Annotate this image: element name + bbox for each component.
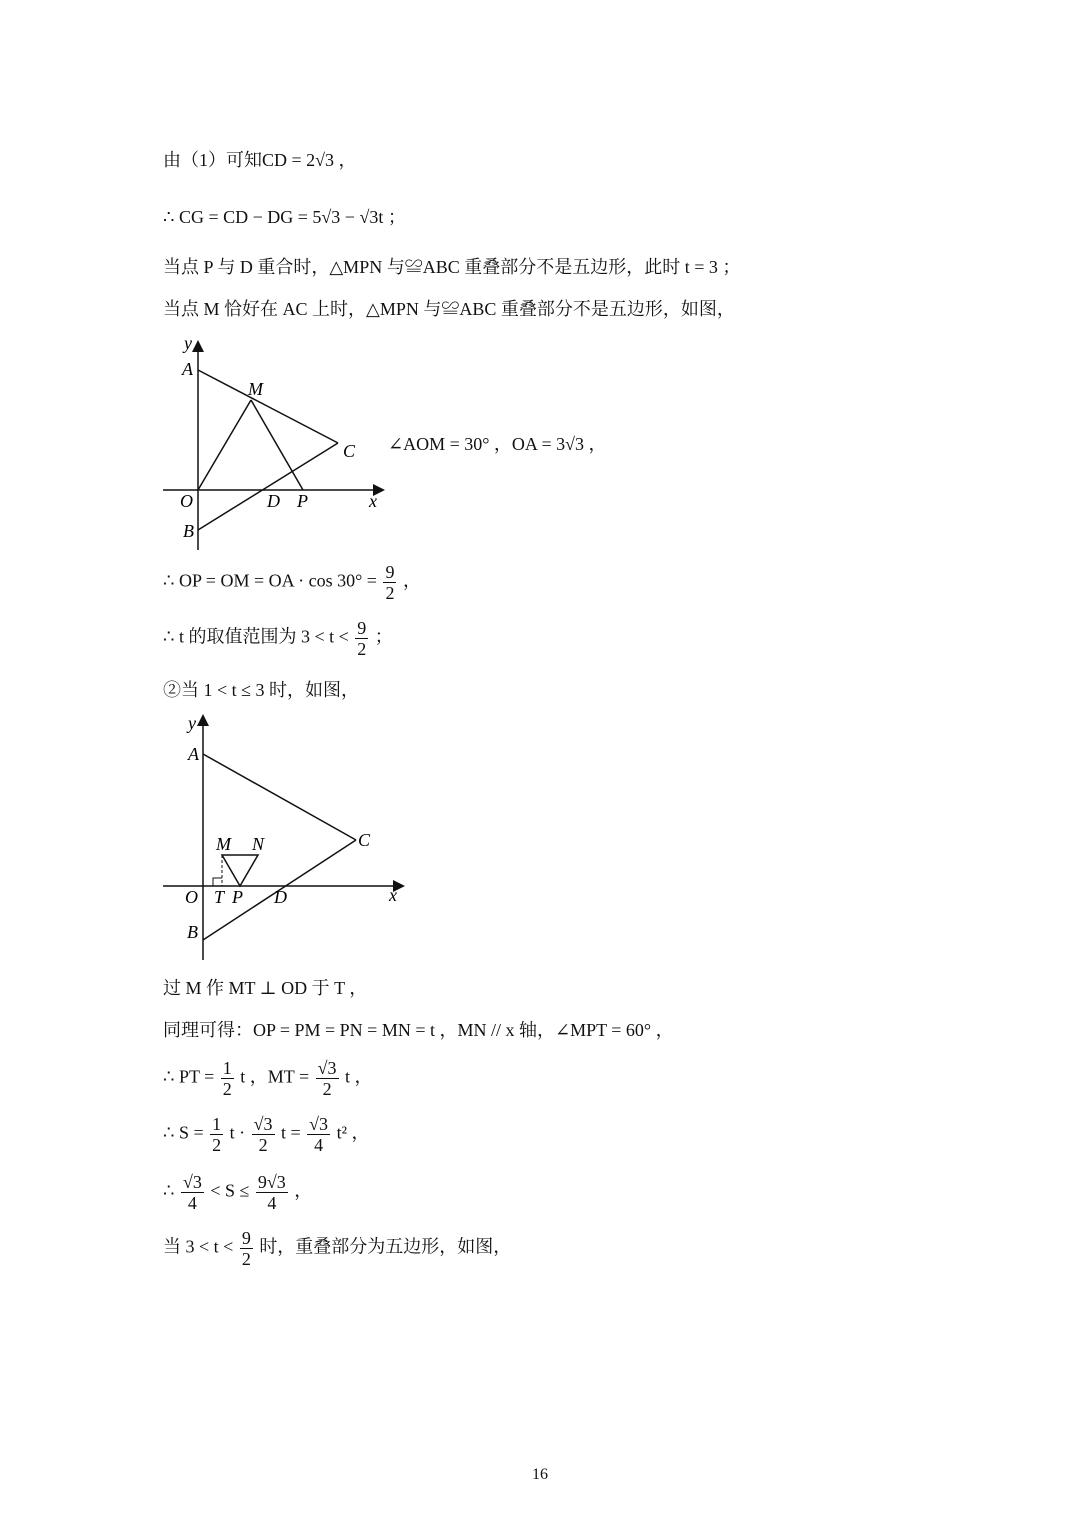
segment-mp xyxy=(251,400,303,490)
label-y: y xyxy=(188,713,196,733)
label-b: B xyxy=(183,521,194,541)
label-y: y xyxy=(184,333,192,353)
label-a: A xyxy=(188,744,199,764)
segment-cb xyxy=(198,443,338,530)
label-m: M xyxy=(216,834,231,854)
line-cg-expression: ∴ CG = CD − DG = 5√3 − √3t ； xyxy=(163,207,406,227)
figure-2-diagram xyxy=(160,712,410,967)
line-similarly: 同理可得：OP = PM = PN = MN = t ，MN // x 轴，∠MPT = 60° ， xyxy=(163,1020,674,1040)
segment-om xyxy=(198,400,251,490)
label-o: O xyxy=(180,491,193,511)
triangle-mpn xyxy=(222,855,258,886)
line-m-on-ac: 当点 M 恰好在 AC 上时，△MPN 与≌ABC 重叠部分不是五边形，如图， xyxy=(163,299,735,319)
right-angle-mark xyxy=(213,878,222,886)
line-pt-mt: ∴ PT = $\frac{1}{2}$ t ，MT = $\frac{√3}{2}$ t ， xyxy=(163,1058,373,1099)
label-c: C xyxy=(358,830,371,850)
segment-ac xyxy=(198,370,338,443)
label-x: x xyxy=(369,491,377,511)
label-d: D xyxy=(267,491,280,511)
line-case-2: ②当 1 < t ≤ 3 时，如图， xyxy=(163,680,360,700)
line-cd-value: 由（1）可知CD = 2√3 ， xyxy=(163,150,357,170)
label-b: B xyxy=(187,922,198,942)
line-s-range: ∴ $\frac{√3}{4}$ < S ≤ $\frac{9√3}{4}$ ， xyxy=(163,1172,313,1213)
label-p: P xyxy=(232,887,243,907)
figure-1-diagram xyxy=(160,335,400,560)
label-t: T xyxy=(214,887,225,907)
label-d: D xyxy=(274,887,287,907)
line-p-coincides-d: 当点 P 与 D 重合时，△MPN 与≌ABC 重叠部分不是五边形，此时 t = 3 ； xyxy=(163,257,741,277)
page-number: 16 xyxy=(532,1466,548,1483)
line-angle-aom: ∠AOM = 30° ，OA = 3√3 ， xyxy=(388,434,607,454)
label-n: N xyxy=(252,834,265,854)
label-m: M xyxy=(248,379,263,399)
label-x: x xyxy=(389,885,397,905)
line-pentagon-case: 当 3 < t < $\frac{9}{2}$ 时，重叠部分为五边形，如图， xyxy=(163,1228,512,1269)
label-o: O xyxy=(185,887,198,907)
label-c: C xyxy=(343,441,356,461)
line-op-value: ∴ OP = OM = OA · cos 30° = $\frac{9}{2}$ ， xyxy=(163,562,421,603)
label-p: P xyxy=(297,491,308,511)
label-a: A xyxy=(182,359,193,379)
line-mt-perpendicular: 过 M 作 MT ⊥ OD 于 T ， xyxy=(163,978,368,998)
line-s-formula: ∴ S = $\frac{1}{2}$ t · $\frac{√3}{2}$ t = $\frac{√3}{4}$ t² ， xyxy=(163,1114,370,1155)
line-t-range: ∴ t 的取值范围为 3 < t < $\frac{9}{2}$ ； xyxy=(163,618,393,659)
segment-ac xyxy=(203,754,356,840)
